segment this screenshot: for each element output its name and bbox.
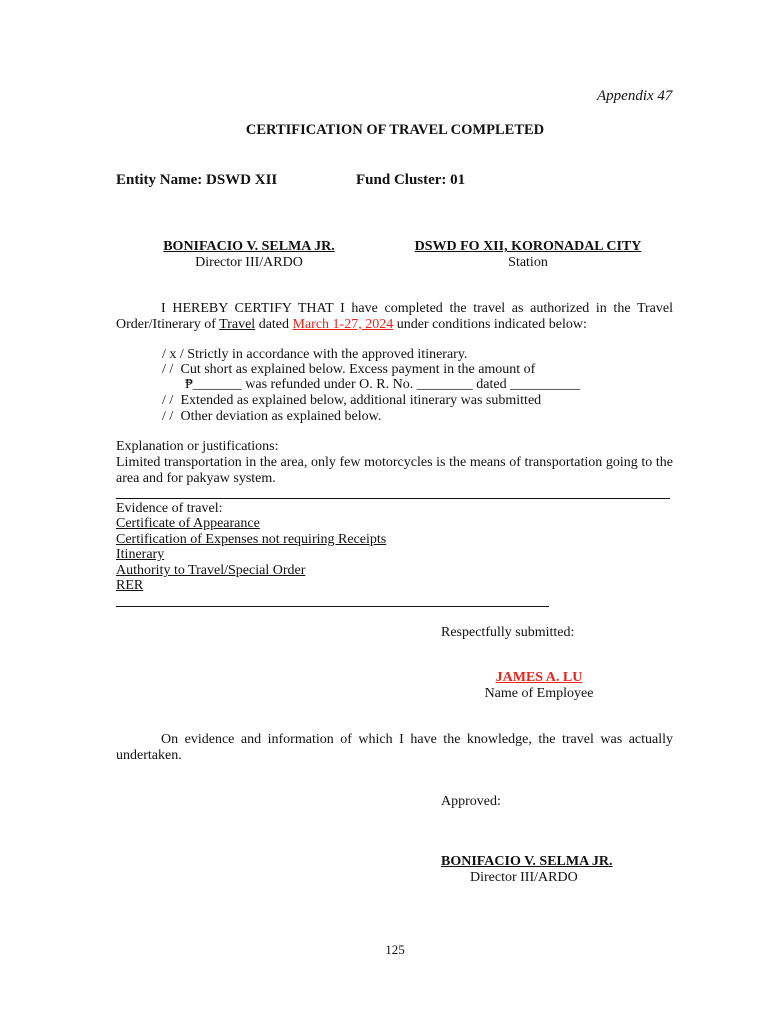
certify-text-2: under conditions indicated below: [393,317,587,332]
approver-name: BONIFACIO V. SELMA JR. [441,854,613,869]
evidence-label: Evidence of travel: [116,501,223,516]
condition-label: Cut short as explained below. Excess payment in the amount of [180,362,536,377]
respectfully-submitted: Respectfully submitted: [441,625,575,640]
condition-other [162,409,381,425]
condition-label: Extended as explained below, additional itinerary was submitted [180,393,542,408]
fund-cluster: Fund Cluster: 01 [356,172,466,188]
official-position: Director III/ARDO [195,255,303,270]
station-block [398,239,658,271]
divider-line [116,606,549,607]
travel-dates: March 1-27, 2024 [292,317,394,332]
condition-checkbox: / / [162,393,174,408]
condition-label: Other deviation as explained below. [180,409,382,424]
certification-paragraph [116,301,673,333]
condition-checkbox: / x / [162,347,184,362]
document-title: CERTIFICATION OF TRAVEL COMPLETED [245,122,545,138]
station-name: DSWD FO XII, KORONADAL CITY [414,239,642,254]
condition-refund-line: ₱_______ was refunded under O. R. No. ________ dated __________ [185,377,581,392]
approver-position: Director III/ARDO [470,870,578,885]
evidence-item: Authority to Travel/Special Order [116,563,306,578]
employee-label: Name of Employee [484,686,594,701]
dated-word: dated [255,317,293,332]
evidence-statement: On evidence and information of which I have the knowledge, the travel was actually undertaken. [116,732,673,763]
evidence-item: Certification of Expenses not requiring Receipts [116,532,387,547]
condition-extended [162,393,541,409]
condition-cut-short [162,362,535,378]
evidence-item: RER [116,578,144,593]
condition-label: Strictly in accordance with the approved itinerary. [187,347,468,362]
appendix-label: Appendix 47 [597,88,673,104]
official-block [140,239,358,271]
evidence-item: Certificate of Appearance [116,516,260,531]
condition-strict [162,347,467,363]
employee-block [466,670,612,702]
condition-checkbox: / / [162,362,174,377]
page-number: 125 [385,942,405,957]
entity-name: Entity Name: DSWD XII [116,172,278,188]
evidence-item: Itinerary [116,547,165,562]
condition-checkbox: / / [162,409,174,424]
explanation-label: Explanation or justifications: [116,439,279,454]
explanation-text: Limited transportation in the area, only few motorcycles is the means of transportation going to the area and for pakyaw system. [116,455,673,486]
employee-name: JAMES A. LU [495,670,583,685]
divider-line [116,498,670,499]
travel-word: Travel [219,317,256,332]
certify-text-1: I HEREBY CERTIFY THAT I have completed the travel as authorized in the Travel Order/Itinerary of [116,301,673,332]
official-name: BONIFACIO V. SELMA JR. [163,239,335,254]
station-label: Station [508,255,548,270]
approved-label: Approved: [441,794,501,809]
